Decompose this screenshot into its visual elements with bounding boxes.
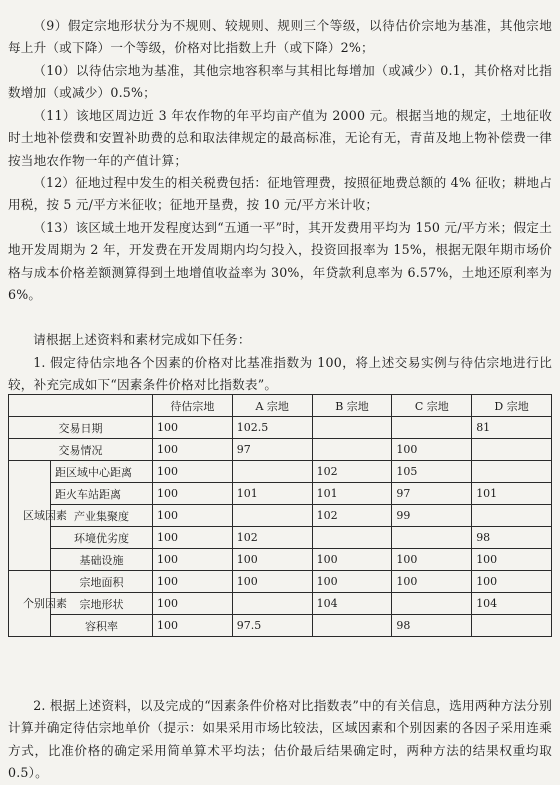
table-row xyxy=(9,461,552,483)
table-cell: 100 xyxy=(392,439,472,461)
table-cell: 100 xyxy=(232,549,312,571)
row-label: 距区域中心距离 xyxy=(51,461,153,483)
table-cell: 98 xyxy=(472,527,552,549)
paragraph-11: （11）该地区周边近 3 年农作物的年平均亩产值为 2000 元。根据当地的规定，土地征收时土地补偿费和安置补助费的总和取法律规定的最高标准，无论有无，青苗及地上物补偿费一律按当地农作物一年的产值计算； xyxy=(8,107,552,168)
table-cell: 100 xyxy=(153,505,233,527)
table-cell: 98 xyxy=(392,615,472,637)
table-cell xyxy=(472,615,552,637)
table-cell: 100 xyxy=(312,549,392,571)
row-label: 基础设施 xyxy=(51,549,153,571)
table-cell: 100 xyxy=(472,571,552,593)
table-cell: 102 xyxy=(312,505,392,527)
table-cell: 100 xyxy=(153,571,233,593)
table-cell: 100 xyxy=(153,527,233,549)
table-cell: 97.5 xyxy=(232,615,312,637)
table-cell: 100 xyxy=(153,439,233,461)
table-cell: 100 xyxy=(232,571,312,593)
table-cell: 100 xyxy=(153,461,233,483)
paragraph-9: （9）假定宗地形状分为不规则、较规则、规则三个等级，以待估价宗地为基准，其他宗地每上升（或下降）一个等级，价格对比指数上升（或下降）2%； xyxy=(8,17,552,56)
table-cell xyxy=(472,505,552,527)
table-cell: 104 xyxy=(312,593,392,615)
table-header-row xyxy=(9,395,552,417)
paragraph-13: （13）该区域土地开发程度达到“五通一平”时，其开发费用平均为 150 元/平方米；假定土地开发周期为 2 年，开发费在开发周期内均匀投入，投资回报率为 15%，根据无限年期市场价格与成本价格差额测算得到土地增值收益率为 30%，年贷款利息率为 6.57%，土地还原利率为 6%。 xyxy=(8,219,552,303)
table-cell: 100 xyxy=(392,571,472,593)
table-cell xyxy=(312,417,392,439)
table-cell: 102.5 xyxy=(232,417,312,439)
row-label: 宗地面积 xyxy=(51,571,153,593)
table-cell xyxy=(312,527,392,549)
table-cell: 100 xyxy=(312,571,392,593)
task-2: 2. 根据上述资料，以及完成的“因素条件价格对比指数表”中的有关信息，选用两种方法分别计算并确定待估宗地单价（提示：如果采用市场比较法，区域因素和个别因素的各因子采用连乘方式，比准价格的确定采用简单算术平均法；估价最后结果确定时，两种方法的结果权重均取 0.5）。 xyxy=(8,697,552,781)
table-header: D 宗地 xyxy=(472,395,552,417)
task-intro: 请根据上述资料和素材完成如下任务： xyxy=(33,331,251,347)
table-row xyxy=(9,417,552,439)
table-row xyxy=(9,571,552,593)
table-row xyxy=(9,505,552,527)
table-cell: 102 xyxy=(312,461,392,483)
table-cell: 99 xyxy=(392,505,472,527)
table-cell: 100 xyxy=(153,417,233,439)
table-corner-cell xyxy=(9,395,153,417)
table-cell: 100 xyxy=(153,483,233,505)
table-cell xyxy=(392,593,472,615)
row-label: 宗地形状 xyxy=(51,593,153,615)
table-cell: 97 xyxy=(232,439,312,461)
row-label: 产业集聚度 xyxy=(51,505,153,527)
table-cell: 100 xyxy=(392,549,472,571)
row-label: 交易日期 xyxy=(9,417,153,439)
task-1: 1. 假定待估宗地各个因素的价格对比基准指数为 100，将上述交易实例与待估宗地进行比较，补充完成如下“因素条件价格对比指数表”。 xyxy=(8,354,552,393)
factor-price-index-table xyxy=(8,394,552,637)
table-cell xyxy=(392,527,472,549)
table-row xyxy=(9,615,552,637)
table-cell: 104 xyxy=(472,593,552,615)
table-cell: 105 xyxy=(392,461,472,483)
paragraph-10: （10）以待估宗地为基准，其他宗地容积率与其相比每增加（或减少）0.1，其价格对比指数增加（或减少）0.5%； xyxy=(8,62,552,101)
table-cell: 102 xyxy=(232,527,312,549)
table-row xyxy=(9,439,552,461)
group-label-region: 区域因素 xyxy=(9,461,51,571)
table-cell: 100 xyxy=(153,549,233,571)
table-cell xyxy=(232,461,312,483)
table-cell: 100 xyxy=(153,615,233,637)
row-label: 容积率 xyxy=(51,615,153,637)
table-cell: 101 xyxy=(312,483,392,505)
table-header: C 宗地 xyxy=(392,395,472,417)
table-row xyxy=(9,527,552,549)
table-cell: 100 xyxy=(153,593,233,615)
table-cell: 97 xyxy=(392,483,472,505)
row-label: 距火车站距离 xyxy=(51,483,153,505)
table-cell: 101 xyxy=(232,483,312,505)
row-label: 交易情况 xyxy=(9,439,153,461)
table-cell xyxy=(472,439,552,461)
table-header: 待估宗地 xyxy=(153,395,233,417)
table-cell: 100 xyxy=(472,549,552,571)
table-row xyxy=(9,593,552,615)
table-header: B 宗地 xyxy=(312,395,392,417)
table-cell xyxy=(312,615,392,637)
table-header: A 宗地 xyxy=(232,395,312,417)
table-row xyxy=(9,483,552,505)
paragraph-12: （12）征地过程中发生的相关税费包括：征地管理费，按照征地费总额的 4% 征收；耕地占用税，按 5 元/平方米征收；征地开垦费，按 10 元/平方米计收； xyxy=(8,174,552,213)
table-cell xyxy=(312,439,392,461)
table-cell xyxy=(232,505,312,527)
table-cell: 81 xyxy=(472,417,552,439)
table-row xyxy=(9,549,552,571)
table-cell xyxy=(472,461,552,483)
table-cell xyxy=(392,417,472,439)
table-cell: 101 xyxy=(472,483,552,505)
table-cell xyxy=(232,593,312,615)
row-label: 环境优劣度 xyxy=(51,527,153,549)
group-label-individual: 个别因素 xyxy=(9,571,51,637)
